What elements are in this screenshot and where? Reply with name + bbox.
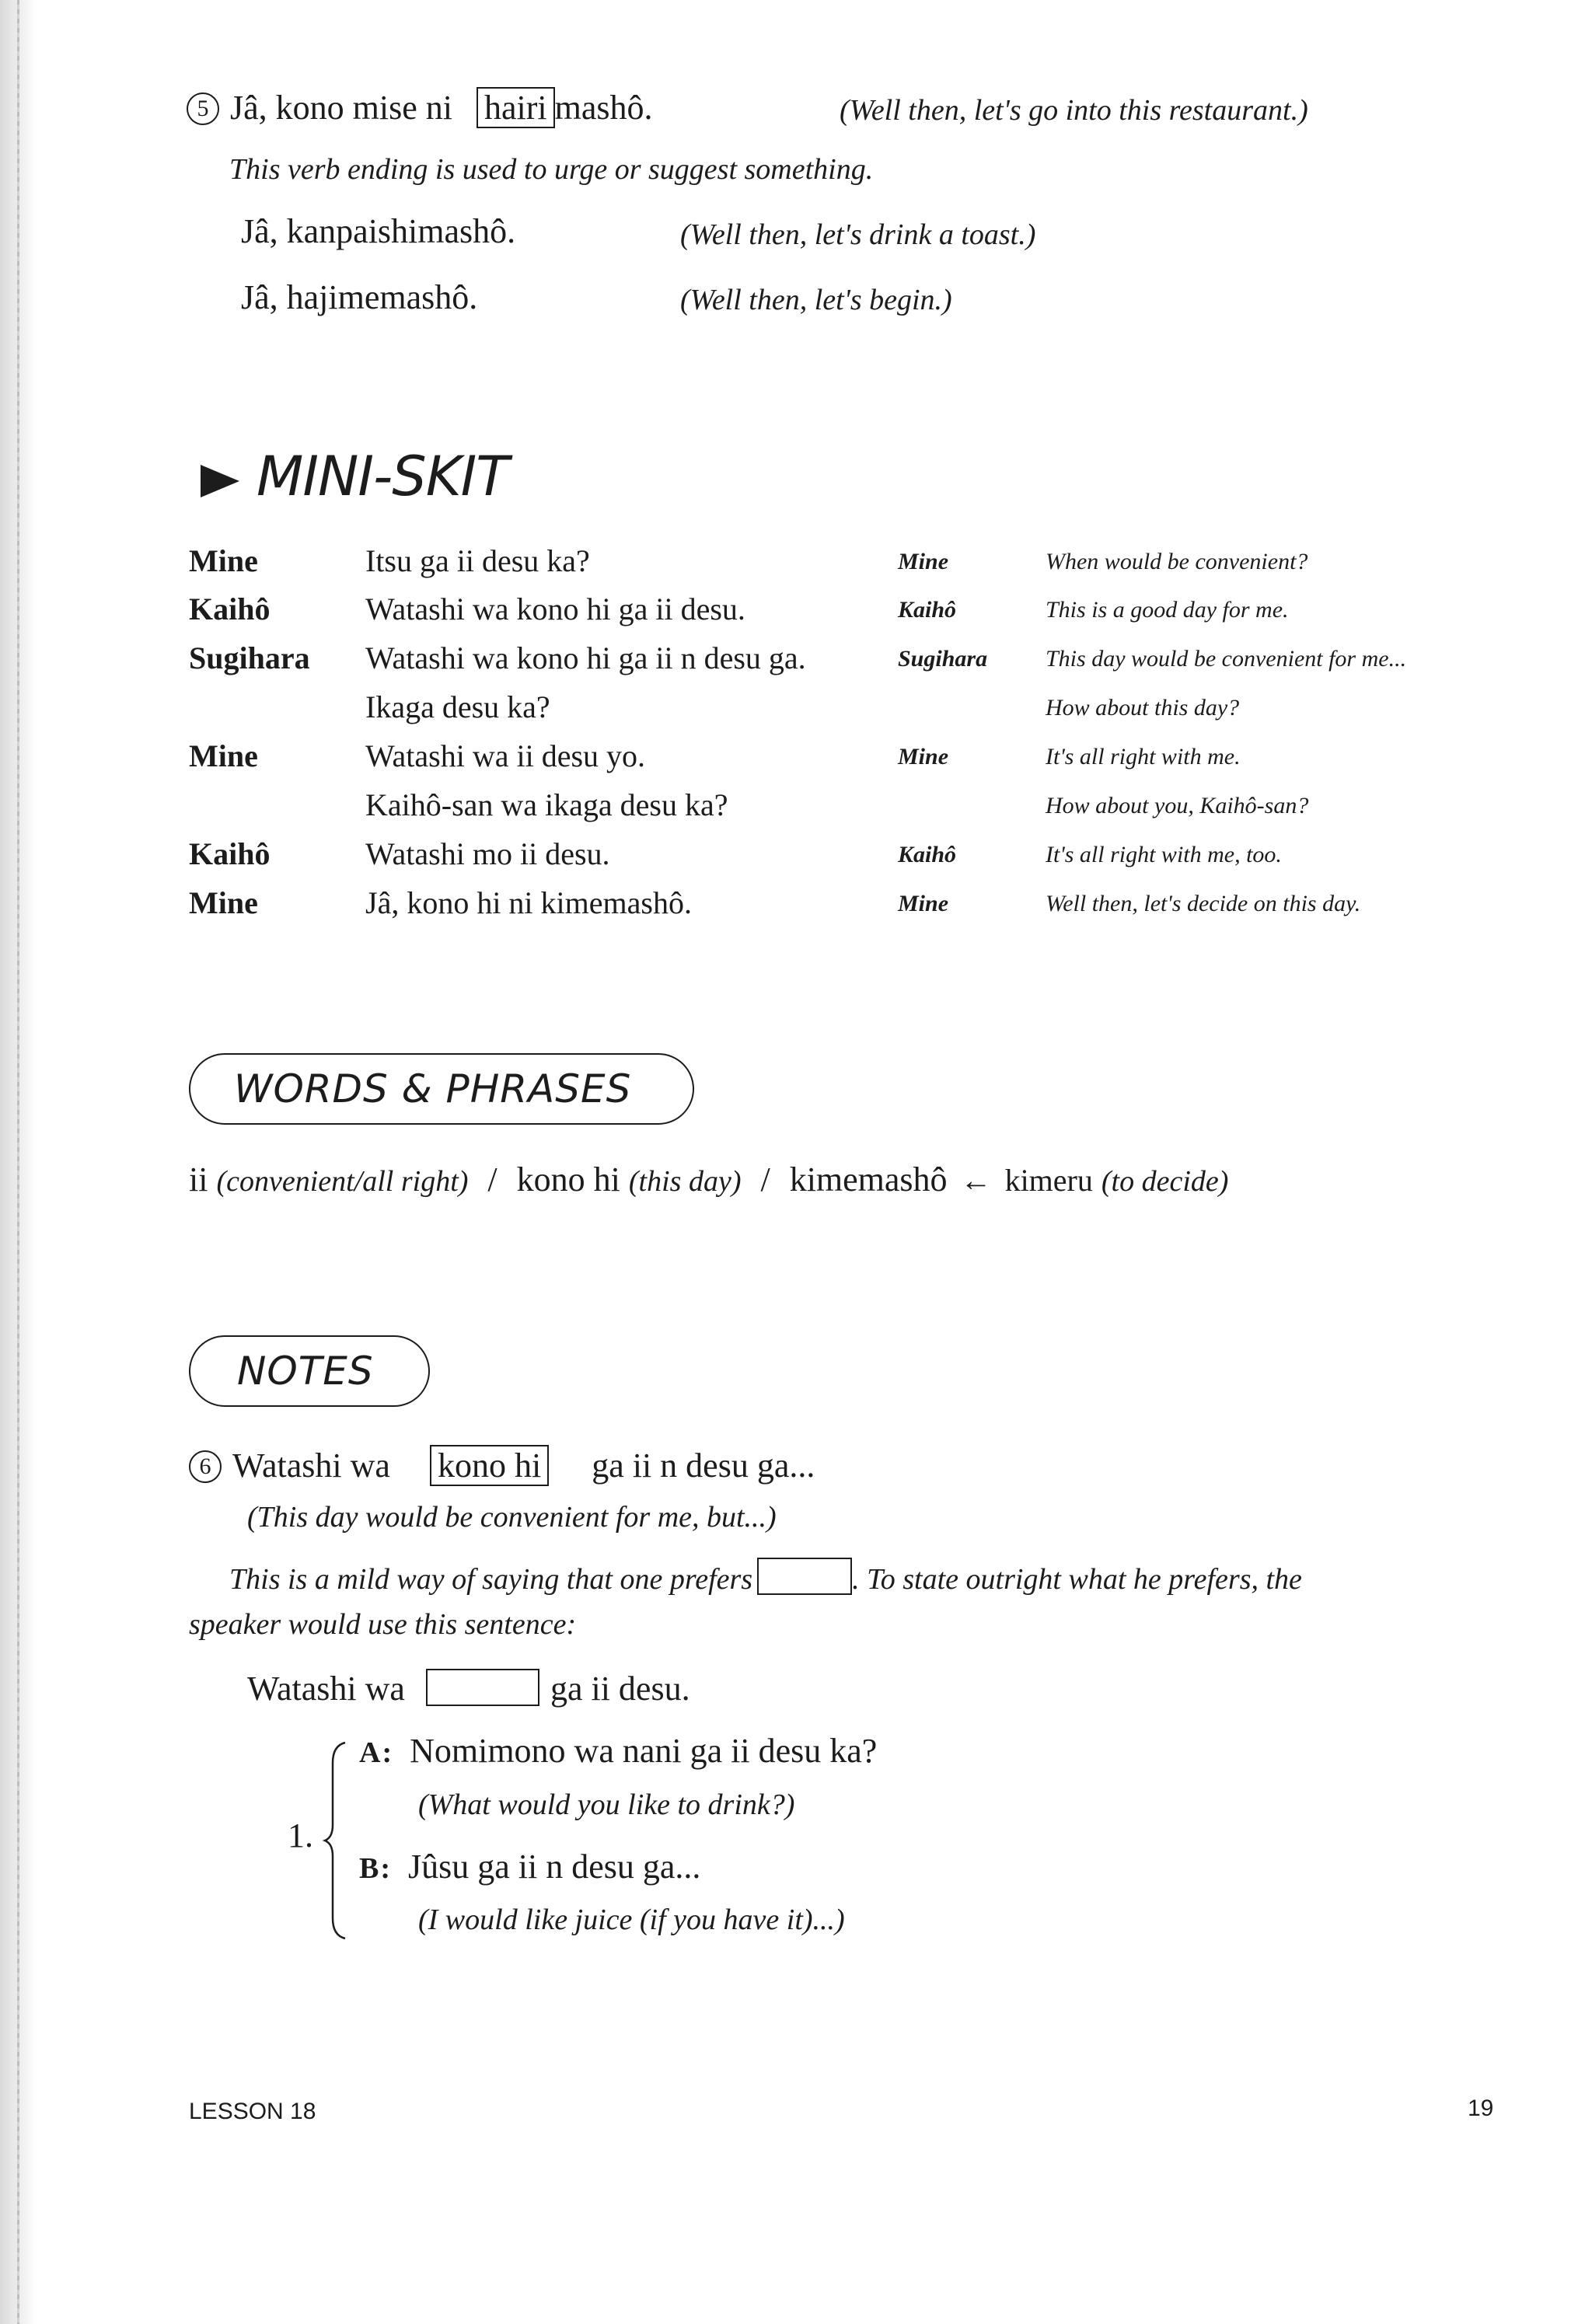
skit-line: Watashi wa kono hi ga ii desu. <box>365 591 745 626</box>
note6-post: ga ii n desu ga... <box>592 1446 815 1485</box>
skit-line: Ikaga desu ka? <box>365 689 550 724</box>
skit-translation: How about you, Kaihô-san? <box>1046 793 1309 818</box>
skit-line: Jâ, kono hi ni kimemashô. <box>365 885 692 920</box>
words-phrases-line <box>189 1160 1228 1199</box>
skit-line: Watashi wa ii desu yo. <box>365 738 646 773</box>
pattern-sentence <box>247 1669 690 1708</box>
skit-translation-speaker: Mine <box>898 891 949 916</box>
skit-translation: This day would be convenient for me... <box>1046 646 1407 672</box>
note6-explain-part1: This is a mild way of saying that one prefers <box>229 1563 753 1596</box>
note5-number: 5 <box>187 92 219 125</box>
example-b-en: (I would like juice (if you have it)...) <box>418 1904 845 1936</box>
skit-translation-speaker: Mine <box>898 744 949 769</box>
example-a-en: (What would you like to drink?) <box>418 1788 795 1821</box>
note6-explanation-line1 <box>229 1558 1302 1596</box>
note6-sentence <box>189 1446 815 1485</box>
word-ii: ii <box>189 1160 208 1199</box>
skit-speaker: Kaihô <box>189 836 271 871</box>
miniskit-title: MINI-SKIT <box>257 445 509 508</box>
page-number: 19 <box>1468 2095 1494 2121</box>
note5-example-2-en: (Well then, let's begin.) <box>680 284 952 316</box>
notes-heading: NOTES <box>189 1335 430 1407</box>
note5-explanation: This verb ending is used to urge or suggest something. <box>229 153 874 186</box>
example-b-jp: Jûsu ga ii n desu ga... <box>408 1848 701 1886</box>
skit-translation-speaker: Mine <box>898 549 949 574</box>
note5-boxed: hairi <box>477 87 555 128</box>
note5-post: mashô. <box>554 89 653 127</box>
note5-example-1-jp: Jâ, kanpaishimashô. <box>241 212 516 250</box>
skit-translation: It's all right with me, too. <box>1046 842 1282 867</box>
skit-translation: Well then, let's decide on this day. <box>1046 891 1361 916</box>
note5-example-2-jp: Jâ, hajimemashô. <box>241 278 478 316</box>
blank-box <box>426 1669 539 1706</box>
skit-line: Watashi wa kono hi ga ii n desu ga. <box>365 640 806 675</box>
words-phrases-heading: WORDS & PHRASES <box>189 1053 694 1125</box>
speaker-b-label: B: <box>359 1852 392 1885</box>
word-kono-hi-meaning: (this day) <box>628 1165 742 1198</box>
note5-translation: (Well then, let's go into this restaurant.) <box>840 94 1308 127</box>
note5-example-1-en: (Well then, let's drink a toast.) <box>680 218 1036 251</box>
skit-speaker: Mine <box>189 543 258 578</box>
word-kimeru: kimeru <box>1004 1163 1093 1198</box>
note6-number: 6 <box>189 1450 222 1483</box>
example-number: 1. <box>288 1816 313 1855</box>
word-kimeru-meaning: (to decide) <box>1101 1165 1229 1198</box>
book-binding-edge <box>17 0 19 2324</box>
pattern-post: ga ii desu. <box>550 1670 690 1708</box>
example-a-line <box>359 1731 877 1771</box>
note6-boxed: kono hi <box>430 1445 549 1486</box>
example-a-jp: Nomimono wa nani ga ii desu ka? <box>410 1732 878 1770</box>
blank-box <box>757 1558 852 1595</box>
separator: / <box>760 1160 770 1199</box>
skit-translation-speaker: Kaihô <box>898 597 957 623</box>
note5-pre: Jâ, kono mise ni <box>230 89 452 127</box>
left-brace-icon <box>322 1740 348 1942</box>
footer-lesson: LESSON 18 <box>189 2099 316 2124</box>
skit-translation-speaker: Kaihô <box>898 842 957 867</box>
note6-explanation-line2: speaker would use this sentence: <box>189 1608 577 1641</box>
skit-translation-speaker: Sugihara <box>898 646 988 672</box>
play-triangle-icon <box>201 460 239 502</box>
skit-line: Itsu ga ii desu ka? <box>365 543 590 578</box>
word-ii-meaning: (convenient/all right) <box>216 1165 469 1198</box>
separator: / <box>487 1160 498 1199</box>
skit-line: Kaihô-san wa ikaga desu ka? <box>365 787 728 822</box>
skit-speaker: Mine <box>189 738 258 773</box>
note6-pre: Watashi wa <box>232 1446 390 1485</box>
word-kono-hi: kono hi <box>516 1160 620 1199</box>
skit-line: Watashi mo ii desu. <box>365 836 610 871</box>
pattern-pre: Watashi wa <box>247 1670 405 1708</box>
skit-translation: When would be convenient? <box>1046 549 1308 574</box>
skit-translation: How about this day? <box>1046 695 1240 721</box>
note6-explain-part2: . To state outright what he prefers, the <box>852 1563 1302 1596</box>
word-kimemasho: kimemashô <box>789 1160 948 1199</box>
example-b-line <box>359 1847 700 1886</box>
skit-speaker: Kaihô <box>189 591 271 626</box>
note5-sentence <box>187 88 653 127</box>
skit-translation: It's all right with me. <box>1046 744 1241 769</box>
skit-speaker: Sugihara <box>189 640 310 675</box>
left-arrow-icon: ← <box>960 1163 992 1198</box>
skit-speaker: Mine <box>189 885 258 920</box>
speaker-a-label: A: <box>359 1736 394 1769</box>
note6-translation: (This day would be convenient for me, but...) <box>247 1501 777 1534</box>
skit-translation: This is a good day for me. <box>1046 597 1289 623</box>
